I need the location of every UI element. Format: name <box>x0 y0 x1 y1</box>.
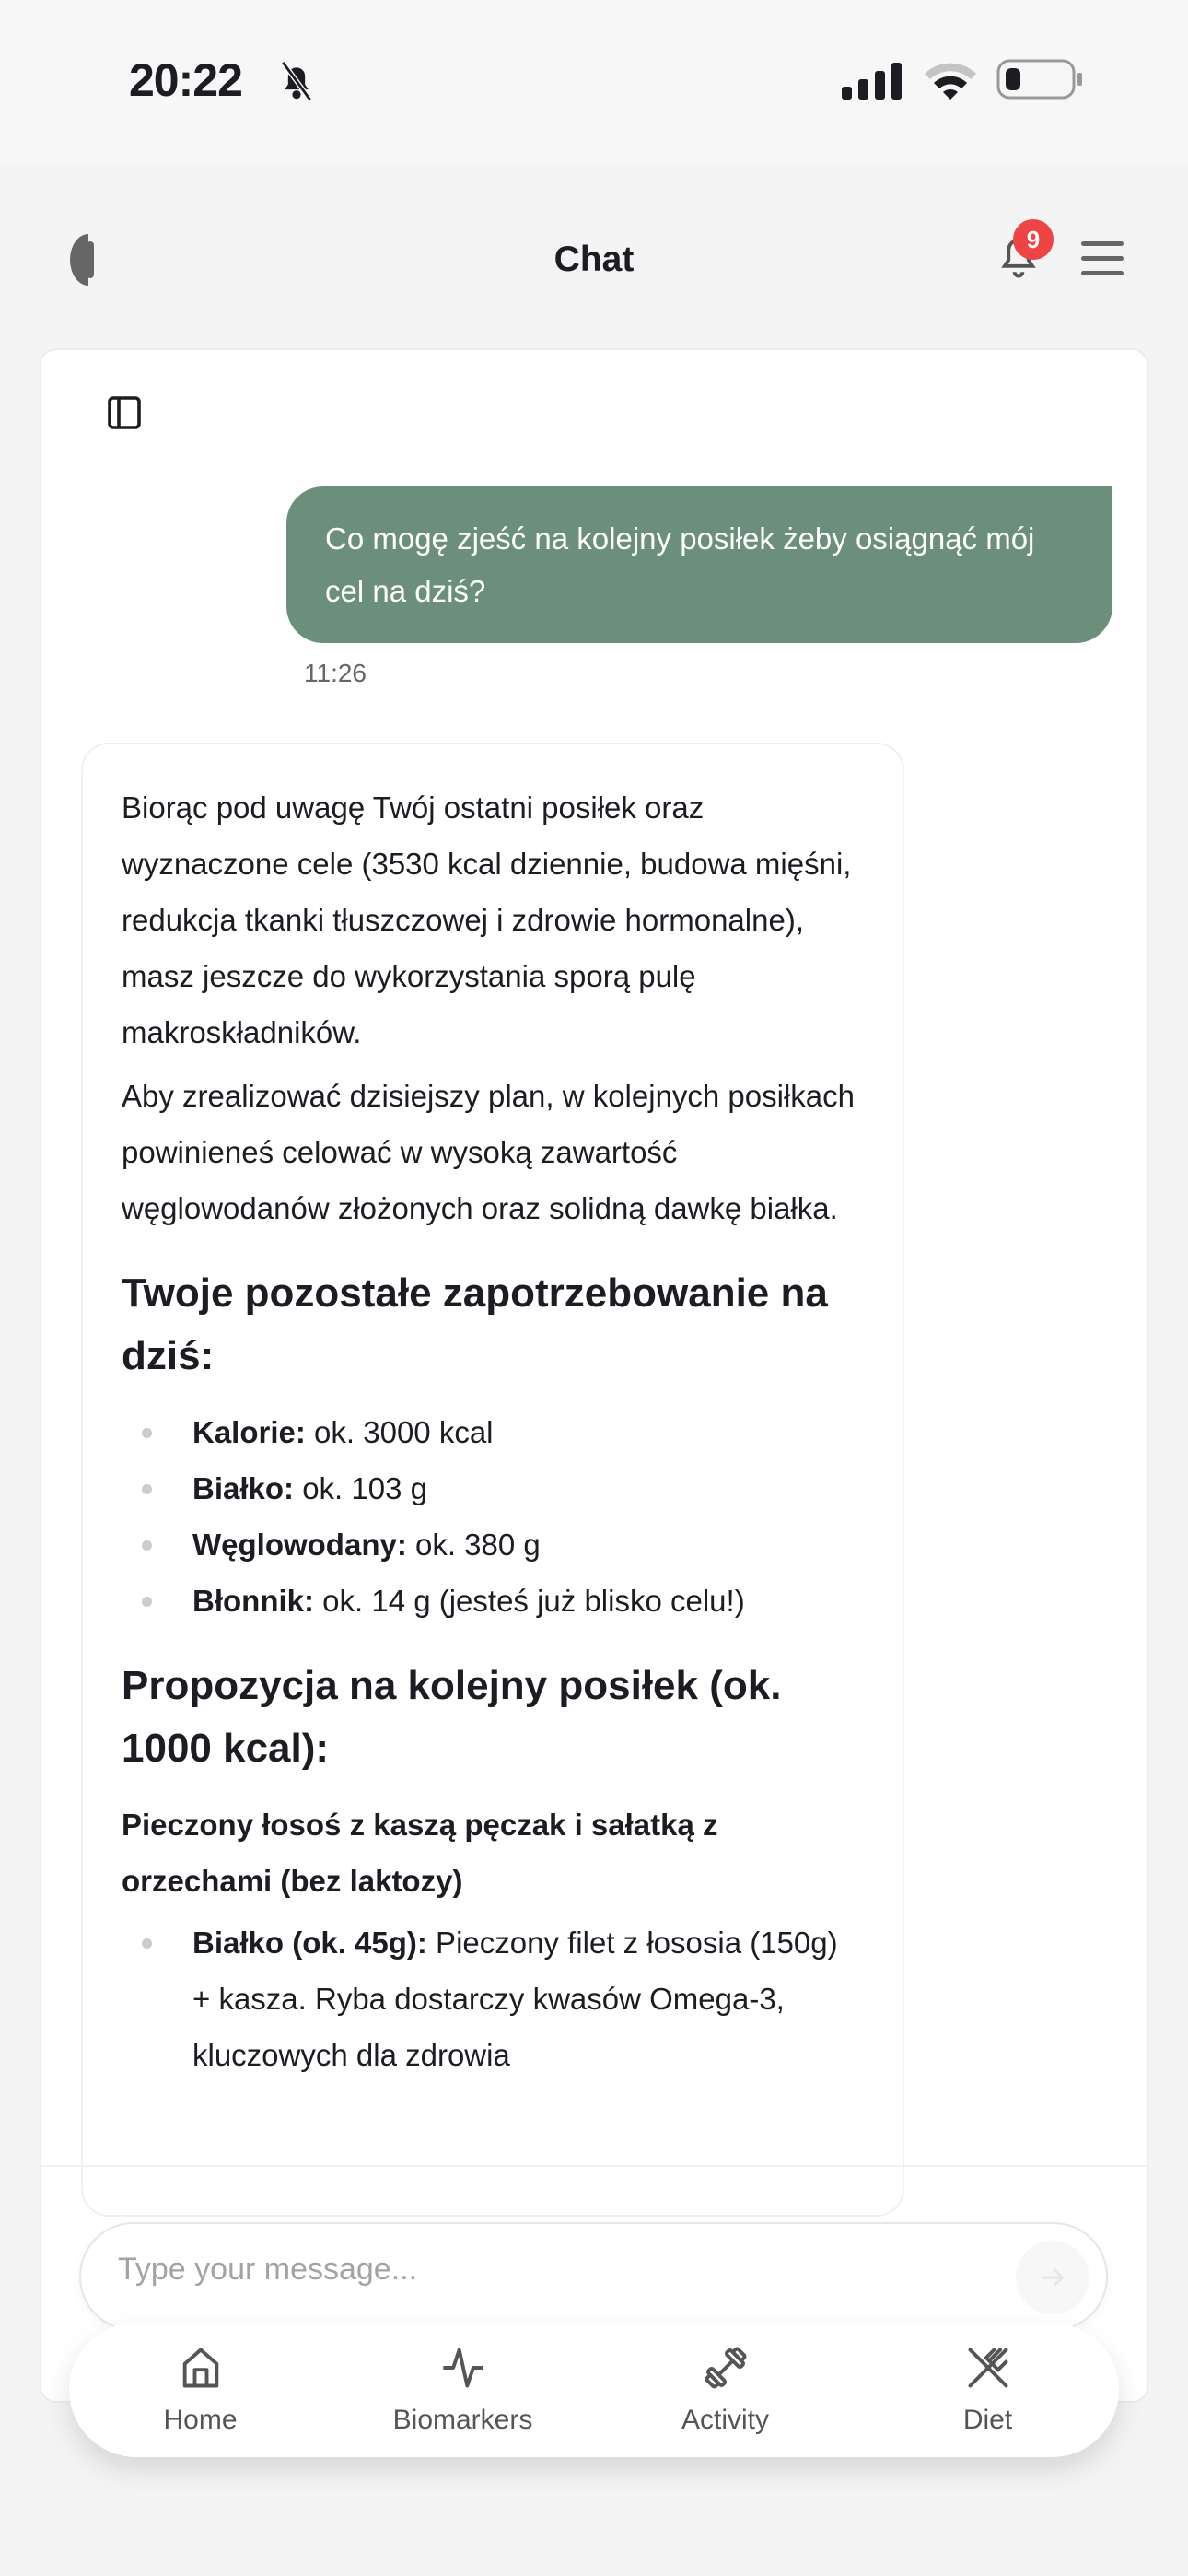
item-label: Białko (ok. 45g): <box>192 1926 427 1960</box>
status-bar <box>0 0 1188 164</box>
home-icon <box>177 2344 225 2392</box>
status-time: 20:22 <box>129 54 242 106</box>
sidebar-toggle-icon[interactable] <box>106 394 143 431</box>
item-label: Błonnik: <box>192 1584 314 1618</box>
arrow-right-icon <box>1036 2261 1069 2294</box>
nav-home[interactable] <box>90 2344 311 2436</box>
page-title: Chat <box>553 240 635 279</box>
signal-icon <box>840 61 904 101</box>
remaining-list <box>122 1404 864 1629</box>
assistant-heading: Twoje pozostałe zapotrzebowanie na dziś: <box>122 1270 828 1378</box>
list-item <box>122 1516 864 1573</box>
nav-label: Activity <box>681 2405 769 2435</box>
item-value: ok. 380 g <box>406 1528 541 1562</box>
nav-label: Home <box>163 2405 238 2435</box>
activity-pulse-icon <box>439 2344 487 2392</box>
notification-badge: 9 <box>1013 219 1054 260</box>
nav-biomarkers[interactable] <box>353 2344 574 2436</box>
nav-label: Diet <box>962 2405 1013 2435</box>
item-value: ok. 103 g <box>294 1471 427 1505</box>
list-item <box>122 1914 864 2083</box>
composer-divider <box>41 2165 1148 2167</box>
bottom-nav <box>69 2323 1119 2457</box>
user-message-bubble: Co mogę zjeść na kolejny posiłek żeby osiągnąć mój cel na dziś? <box>286 486 1112 643</box>
assistant-heading: Propozycja na kolejny posiłek (ok. 1000 kcal): <box>122 1663 782 1771</box>
dumbbell-icon <box>702 2344 750 2392</box>
list-item <box>122 1404 864 1460</box>
message-composer <box>79 2222 1108 2331</box>
assistant-paragraph: Biorąc pod uwagę Twój ostatni posiłek oraz wyznaczone cele (3530 kcal dziennie, budowa mięśni, redukcja tkanki tłuszczowej i zdrowie hormonalne), masz jeszcze do wykorzystania sporą pulę makroskładników. <box>122 790 852 1049</box>
item-label: Białko: <box>192 1471 295 1505</box>
meal-title: Pieczony łosoś z kaszą pęczak i sałatką z orzechami (bez laktozy) <box>122 1808 718 1898</box>
nav-label: Biomarkers <box>392 2405 533 2435</box>
item-value: Pieczony filet z łososia (150g) + kasza. Ryba dostarczy kwasów Omega-3, kluczowych dla zdrowia <box>192 1926 838 2072</box>
item-value: ok. 3000 kcal <box>305 1415 494 1449</box>
chat-panel <box>40 348 1148 2403</box>
list-item <box>122 1573 864 1629</box>
item-label: Węglowodany: <box>192 1528 407 1562</box>
message-input[interactable] <box>118 2252 947 2288</box>
item-value: ok. 14 g (jesteś już blisko celu!) <box>313 1584 745 1618</box>
battery-icon <box>996 59 1085 101</box>
assistant-paragraph: Aby zrealizować dzisiejszy plan, w kolejnych posiłkach powinieneś celować w wysoką zawartość węglowodanów złożonych oraz solidną dawkę białka. <box>122 1079 856 1225</box>
hamburger-menu-icon[interactable] <box>1079 238 1127 278</box>
item-label: Kalorie: <box>192 1415 306 1449</box>
utensils-crossed-icon <box>964 2344 1012 2392</box>
nav-activity[interactable] <box>615 2344 836 2436</box>
meal-list <box>122 1914 864 2083</box>
nav-diet[interactable] <box>878 2344 1099 2436</box>
assistant-message-bubble <box>81 743 904 2217</box>
bell-slash-icon <box>276 59 317 103</box>
send-button[interactable] <box>1016 2241 1089 2314</box>
wifi-icon <box>923 57 978 101</box>
message-timestamp: 11:26 <box>304 659 367 687</box>
list-item <box>122 1460 864 1516</box>
